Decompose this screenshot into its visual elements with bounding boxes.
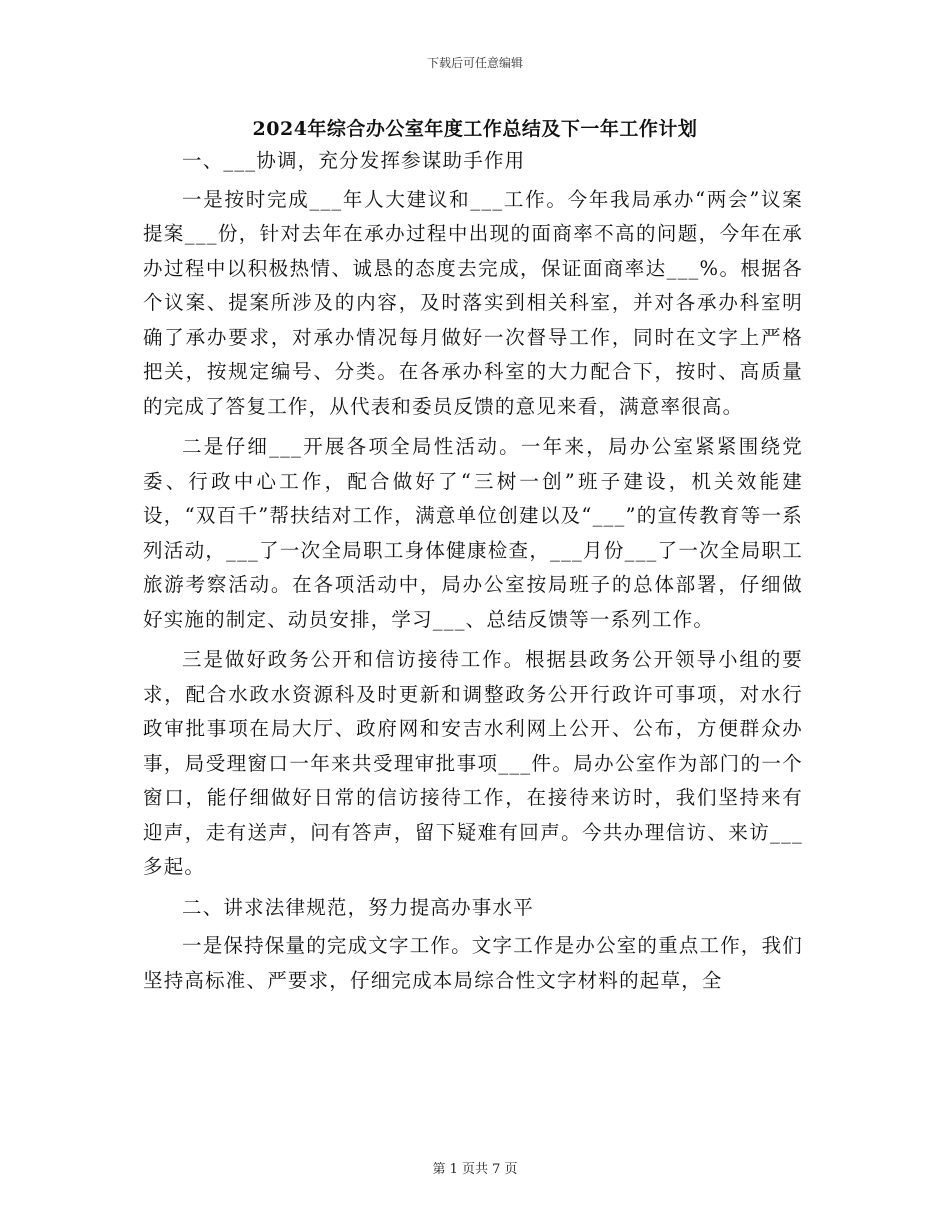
header-note: 下载后可任意编辑: [426, 56, 523, 70]
paragraph-1: 一是按时完成___年人大建议和___工作。今年我局承办“两会”议案提案___份，针对去年在承办过程中出现的面商率不高的问题，今年在承办过程中以积极热情、诚恳的态度去完成，保证面商率达___%。根据各个议案、提案所涉及的内容，及时落实到相关科室，并对各承办科室明确了承办要求，对承办情况每月做好一次督导工作，同时在文字上严格把关，按规定编号、分类。在各承办科室的大力配合下，按时、高质量的完成了答复工作，从代表和委员反馈的意见来看，满意率很高。: [143, 187, 803, 418]
section-heading-2: 二、讲求法律规范，努力提高办事水平: [182, 895, 534, 919]
paragraph-3: 三是做好政务公开和信访接待工作。根据县政务公开领导小组的要求，配合水政水资源科及时更新和调整政务公开行政许可事项，对水行政审批事项在局大厅、政府网和安吉水利网上公开、公布，方便群众办事，局受理窗口一年来共受理审批事项___件。局办公室作为部门的一个窗口，能仔细做好日常的信访接待工作，在接待来访时，我们坚持来有迎声，走有送声，问有答声，留下疑难有回声。今共办理信访、来访___多起。: [143, 648, 803, 878]
paragraph-4: 一是保持保量的完成文字工作。文字工作是办公室的重点工作，我们坚持高标准、严要求，仔细完成本局综合性文字材料的起草，全: [143, 934, 804, 992]
page-number: 第 1 页共 7 页: [432, 1162, 518, 1177]
document-body: [143, 144, 803, 1004]
section-heading-1: 一、___协调，充分发挥参谋助手作用: [182, 149, 526, 172]
paragraph-2: 二是仔细___开展各项全局性活动。一年来，局办公室紧紧围绕党委、行政中心工作，配合做好了“三树一创”班子建设，机关效能建设，“双百千”帮扶结对工作，满意单位创建以及“___”的宣传教育等一系列活动，___了一次全局职工身体健康检查，___月份___了一次全局职工旅游考察活动。在各项活动中，局办公室按局班子的总体部署，仔细做好实施的制定、动员安排，学习___、总结反馈等一系列工作。: [143, 435, 803, 631]
document-title: 2024年综合办公室年度工作总结及下一年工作计划: [252, 118, 698, 140]
